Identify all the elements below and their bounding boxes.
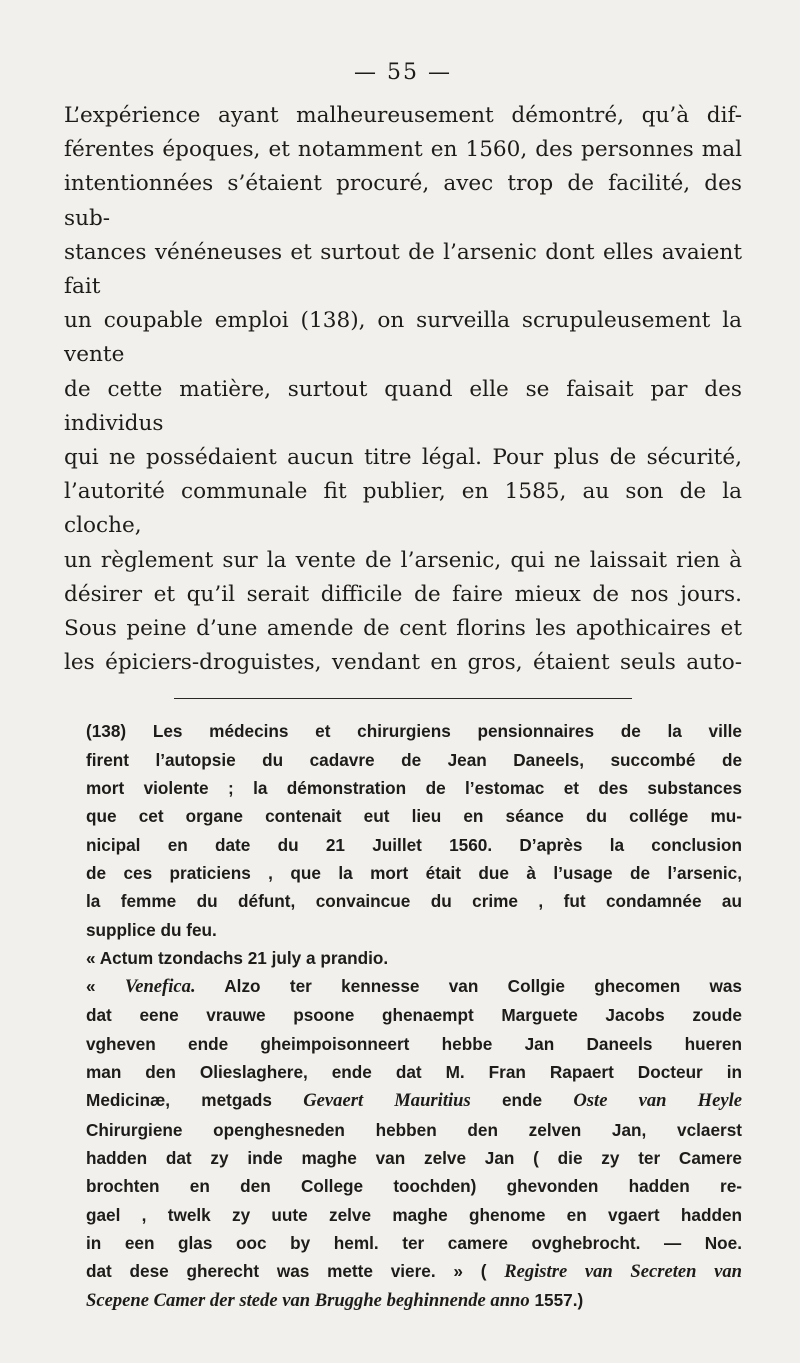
text-line: intentionnées s’étaient procuré, avec trop de facilité, des sub- bbox=[64, 171, 742, 231]
footnote-quote-heading: « Actum tzondachs 21 july a prandio. bbox=[86, 947, 389, 968]
text-line: désirer et qu’il serait difficile de faire mieux de nos jours. bbox=[64, 581, 742, 607]
quote-mark: « bbox=[86, 976, 125, 997]
footnote-line: vgheven ende gheimpoisonneert hebbe Jan Daneels hueren bbox=[86, 1033, 742, 1054]
text-line: L’expérience ayant malheureusement démontré, qu’à dif- bbox=[64, 103, 742, 128]
footnote-line: nicipal en date du 21 Juillet 1560. D’après la conclusion bbox=[86, 834, 742, 855]
italic-source: Scepene Camer der stede van Brugghe beghinnende anno bbox=[86, 1290, 530, 1312]
italic-source: Registre van Secreten van bbox=[504, 1261, 742, 1283]
main-paragraph bbox=[64, 99, 742, 680]
footnote-line bbox=[64, 1086, 742, 1115]
footnote-line: de ces praticiens , que la mort était due à l’usage de l’arsenic, bbox=[86, 862, 742, 883]
italic-name: Gevaert Mauritius bbox=[303, 1090, 471, 1112]
text-line: un règlement sur la vente de l’arsenic, qui ne laissait rien à bbox=[64, 547, 742, 573]
italic-term: Venefica. bbox=[124, 976, 196, 998]
footnote-line: man den Olieslaghere, ende dat M. Fran Rapaert Docteur in bbox=[86, 1062, 742, 1083]
footnote-line: dat eene vrauwe psoone ghenaempt Marguete Jacobs zoude bbox=[86, 1005, 742, 1026]
footnote-138 bbox=[64, 717, 742, 1315]
footnote-quote bbox=[64, 972, 742, 1316]
footnote-line: brochten en den College toochden) ghevonden hadden re- bbox=[86, 1176, 742, 1197]
footnote-line: (138) Les médecins et chirurgiens pensionnaires de la ville bbox=[86, 721, 742, 742]
footnote-line: gael , twelk zy uute zelve maghe ghenome en vgaert hadden bbox=[86, 1204, 742, 1225]
footnote-line: hadden dat zy inde maghe van zelve Jan ( die zy ter Camere bbox=[86, 1147, 742, 1168]
footnote-line bbox=[64, 1257, 742, 1286]
footnote-line: que cet organe contenait eut lieu en séance du collége mu- bbox=[86, 806, 742, 827]
footnote-text: 1557.) bbox=[529, 1290, 584, 1311]
footnote-line: firent l’autopsie du cadavre de Jean Daneels, succombé de bbox=[86, 749, 742, 770]
text-line: de cette matière, surtout quand elle se faisait par des individus bbox=[64, 376, 742, 436]
footnote-line: supplice du feu. bbox=[86, 919, 217, 940]
footnote-divider bbox=[174, 698, 632, 699]
italic-name: Oste van Heyle bbox=[573, 1090, 742, 1112]
footnote-line bbox=[64, 1286, 742, 1315]
footnote-paragraph bbox=[64, 717, 742, 943]
footnote-line: in een glas ooc by heml. ter camere ovghebrocht. — Noe. bbox=[86, 1232, 742, 1253]
footnote-text: dat dese gherecht was mette viere. » ( bbox=[86, 1261, 505, 1282]
footnote-line: la femme du défunt, convaincue du crime , fut condamnée au bbox=[86, 891, 742, 912]
text-line: l’autorité communale fit publier, en 1585, au son de la cloche, bbox=[64, 479, 742, 539]
footnote-text: Alzo ter kennesse van Collgie ghecomen was bbox=[195, 976, 742, 997]
footnote-line bbox=[64, 972, 742, 1001]
footnote-text: ende bbox=[470, 1090, 574, 1111]
text-line: Sous peine d’une amende de cent florins les apothicaires et bbox=[64, 616, 742, 642]
text-line: stances vénéneuses et surtout de l’arsenic dont elles avaient fait bbox=[64, 239, 742, 300]
text-line: les épiciers-droguistes, vendant en gros, étaient seuls auto- bbox=[64, 650, 742, 676]
footnote-line: mort violente ; la démonstration de l’estomac et des substances bbox=[86, 778, 742, 799]
text-line: férentes époques, et notamment en 1560, des personnes mal bbox=[64, 137, 742, 163]
footnote-line: Chirurgiene openghesneden hebben den zelven Jan, vclaerst bbox=[86, 1119, 742, 1140]
text-line: qui ne possédaient aucun titre légal. Pour plus de sécurité, bbox=[64, 445, 742, 471]
footnote-text: Medicinæ, metgads bbox=[86, 1090, 304, 1111]
page-number: — 55 — bbox=[354, 60, 452, 85]
text-line: un coupable emploi (138), on surveilla scrupuleusement la vente bbox=[64, 308, 742, 368]
